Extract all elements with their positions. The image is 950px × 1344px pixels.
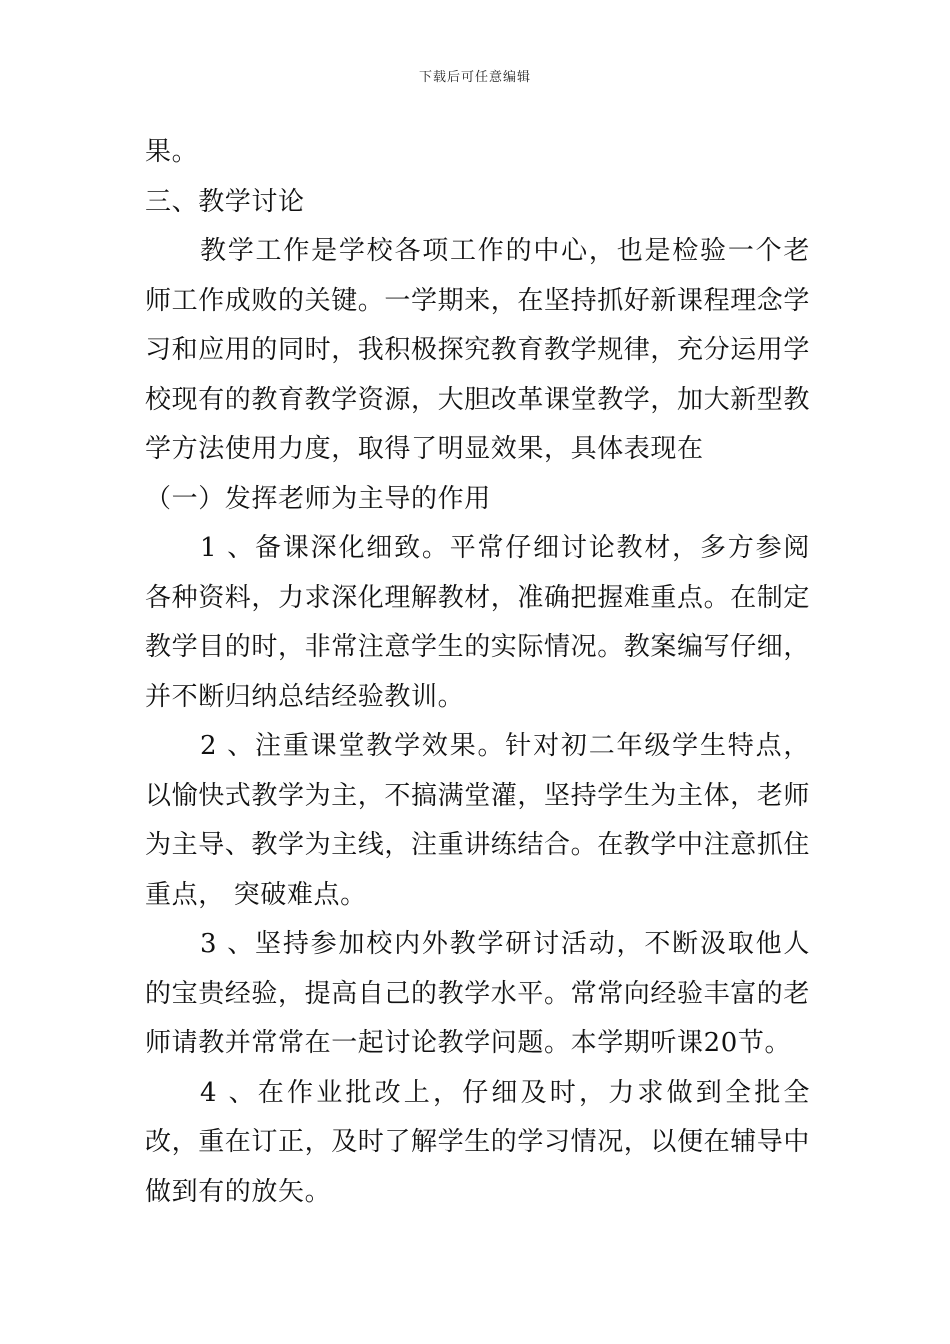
list-item-2: 2 、注重课堂教学效果。针对初二年级学生特点，以愉快式教学为主，不搞满堂灌，坚持学生为主体，老师为主导、教学为主线，注重讲练结合。在教学中注意抓住重点， 突破难点。 [145, 731, 811, 910]
section-heading: 三、教学讨论 [145, 186, 305, 217]
list-item-3: 3 、坚持参加校内外教学研讨活动，不断汲取他人的宝贵经验，提高自己的教学水平。常常向经验丰富的老师请教并常常在一起讨论教学问题。本学期听课20节。 [145, 929, 811, 1058]
page-header-note: 下载后可任意编辑 [418, 70, 531, 85]
subsection-heading: （一）发挥老师为主导的作用 [145, 483, 491, 514]
list-item-4: 4 、在作业批改上，仔细及时，力求做到全批全改，重在订正，及时了解学生的学习情况，以便在辅导中做到有的放矢。 [145, 1077, 811, 1207]
paragraph-intro: 教学工作是学校各项工作的中心，也是检验一个老师工作成败的关键。一学期来，在坚持抓好新课程理念学习和应用的同时，我积极探究教育教学规律，充分运用学校现有的教育教学资源，大胆改革课堂教学，加大新型教学方法使用力度，取得了明显效果，具体表现在 [145, 236, 811, 464]
list-item-1: 1 、备课深化细致。平常仔细讨论教材，多方参阅各种资料，力求深化理解教材，准确把握难重点。在制定教学目的时，非常注意学生的实际情况。教案编写仔细，并不断归纳总结经验教训。 [145, 533, 811, 712]
paragraph-continuation: 果。 [145, 137, 199, 167]
document-body [145, 128, 810, 1217]
